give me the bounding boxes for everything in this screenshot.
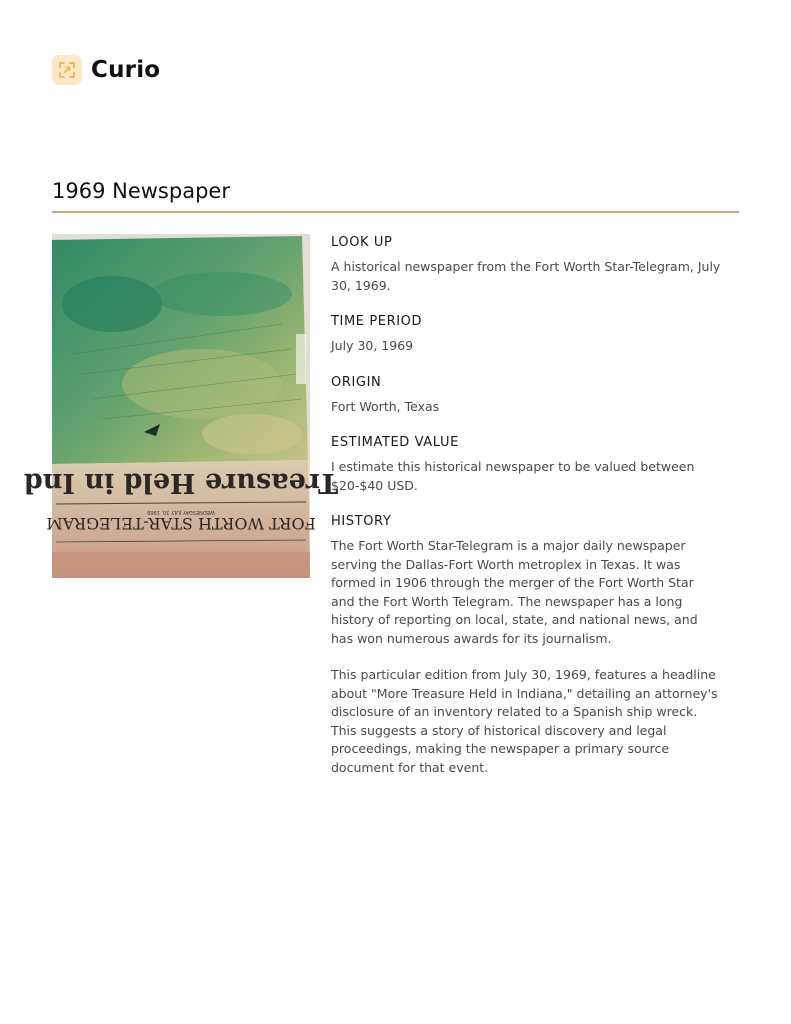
look-up-label: LOOK UP <box>331 235 393 250</box>
newspaper-photo <box>23 234 339 578</box>
brand-header <box>52 54 160 86</box>
svg-text:FORT WORTH STAR-TELEGRAM: FORT WORTH STAR-TELEGRAM <box>46 514 316 533</box>
title-divider <box>52 211 739 213</box>
origin-section <box>331 374 721 417</box>
svg-text:Treasure Held in Ind: Treasure Held in Ind <box>23 467 339 498</box>
time-period-section <box>331 313 721 356</box>
expand-arrows-icon <box>52 55 82 85</box>
history-section <box>331 513 721 777</box>
origin-label: ORIGIN <box>331 374 382 390</box>
time-period-text: July 30, 1969 <box>331 338 414 353</box>
page-title: 1969 Newspaper <box>52 179 230 203</box>
item-details <box>331 234 721 795</box>
history-label: HISTORY <box>331 514 392 529</box>
estimated-value-text: I estimate this historical newspaper to be valued between $20-$40 USD. <box>331 459 695 493</box>
brand-name: Curio <box>91 57 161 83</box>
time-period-label: TIME PERIOD <box>331 314 423 329</box>
newspaper-headline <box>24 467 338 498</box>
look-up-section <box>331 234 721 295</box>
estimated-value-label: ESTIMATED VALUE <box>331 435 459 450</box>
history-paragraph-2: This particular edition from July 30, 1969, features a headline about "More Treasure Held in Indiana," detailing an attorney's disclosure of an inventory related to a Spanish ship wreck. This suggests a story of historical discovery and legal proceedings, making the newspaper a primary source document for that event. <box>331 667 718 775</box>
expand-arrows-icon-graphic <box>57 60 77 80</box>
newspaper-masthead <box>46 514 315 533</box>
look-up-text: A historical newspaper from the Fort Worth Star-Telegram, July 30, 1969. <box>331 259 721 293</box>
newspaper-photo-graphic <box>23 234 339 578</box>
origin-text: Fort Worth, Texas <box>331 398 440 414</box>
svg-text:WEDNESDAY JULY 30, 1969: WEDNESDAY JULY 30, 1969 <box>147 509 215 515</box>
history-paragraph-1: The Fort Worth Star-Telegram is a major daily newspaper serving the Dallas-Fort Worth metroplex in Texas. It was formed in 1906 through the merger of the Fort Worth Star and the Fort Worth Telegram. The newspaper has a long history of reporting on local, state, and national news, and has won numerous awards for its journalism. <box>331 538 698 646</box>
estimated-value-section <box>331 434 721 495</box>
